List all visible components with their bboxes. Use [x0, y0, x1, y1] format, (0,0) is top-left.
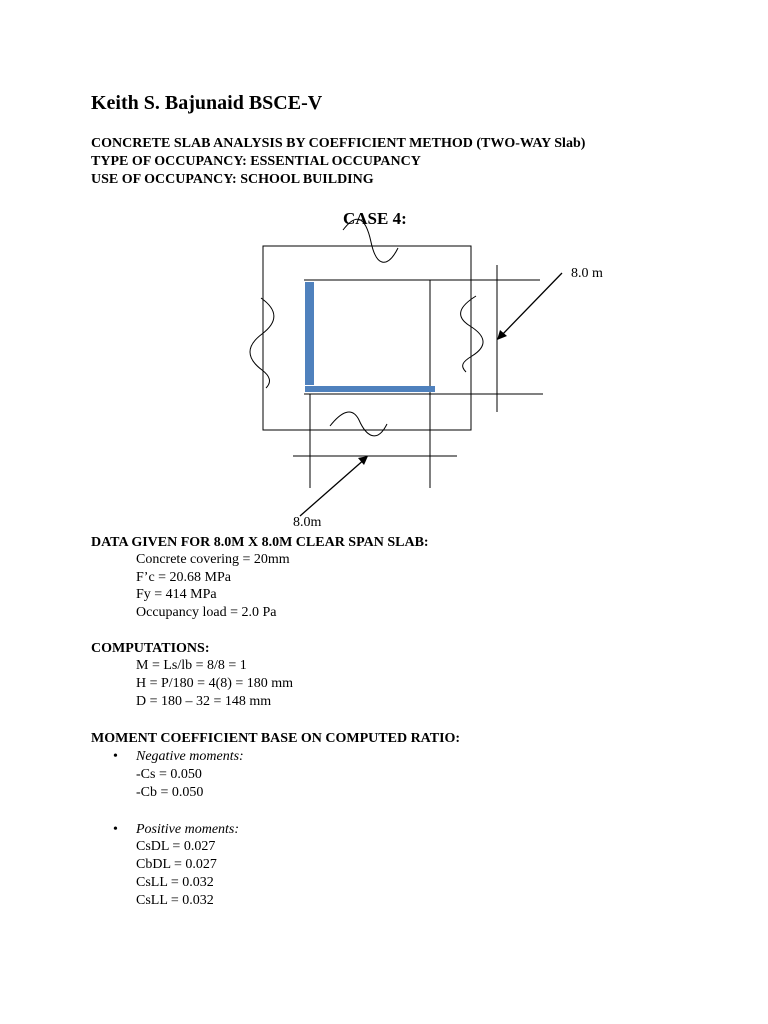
computation-line: M = Ls/lb = 8/8 = 1 [136, 658, 247, 673]
positive-moment-line: CsLL = 0.032 [136, 875, 214, 890]
computations-heading: COMPUTATIONS: [91, 641, 210, 656]
fixed-edge-left [305, 282, 314, 385]
arrow-right-shaft [499, 273, 562, 338]
header-line-occupancy-type: TYPE OF OCCUPANCY: ESSENTIAL OCCUPANCY [91, 154, 421, 169]
fixed-edge-bottom [305, 386, 435, 392]
slab-outer-frame [263, 246, 471, 430]
case-label: CASE 4: [343, 209, 407, 228]
break-line-left [250, 298, 274, 388]
break-line-top [343, 219, 398, 262]
bullet-marker: • [113, 822, 118, 837]
dimension-label-right: 8.0 m [571, 266, 603, 281]
positive-moment-line: CsDL = 0.027 [136, 839, 216, 854]
document-title: Keith S. Bajunaid BSCE-V [91, 92, 323, 114]
positive-moment-line: CsLL = 0.032 [136, 893, 214, 908]
data-given-line: Concrete covering = 20mm [136, 552, 290, 567]
positive-moments-label: Positive moments: [136, 822, 240, 837]
negative-moment-line: -Cb = 0.050 [136, 785, 204, 800]
moment-heading: MOMENT COEFFICIENT BASE ON COMPUTED RATIO: [91, 731, 461, 746]
data-given-heading: DATA GIVEN FOR 8.0M X 8.0M CLEAR SPAN SLAB: [91, 535, 429, 550]
negative-moments-label: Negative moments: [136, 749, 244, 764]
dimension-label-bottom: 8.0m [293, 515, 322, 530]
header-line-occupancy-use: USE OF OCCUPANCY: SCHOOL BUILDING [91, 172, 374, 187]
data-given-line: Fy = 414 MPa [136, 587, 217, 602]
bullet-marker: • [113, 749, 118, 764]
break-line-right [461, 296, 483, 372]
data-given-line: Occupancy load = 2.0 Pa [136, 605, 277, 620]
break-line-bottom [330, 412, 387, 436]
positive-moment-line: CbDL = 0.027 [136, 857, 217, 872]
computation-line: D = 180 – 32 = 148 mm [136, 694, 272, 709]
negative-moment-line: -Cs = 0.050 [136, 767, 202, 782]
computation-line: H = P/180 = 4(8) = 180 mm [136, 676, 294, 691]
data-given-line: F’c = 20.68 MPa [136, 570, 232, 585]
header-line-analysis: CONCRETE SLAB ANALYSIS BY COEFFICIENT METHOD (TWO-WAY Slab) [91, 136, 586, 151]
